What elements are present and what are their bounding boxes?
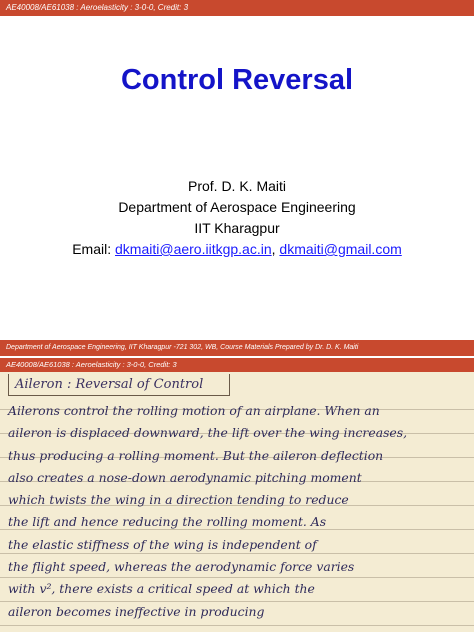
notes-line: with v², there exists a critical speed at which the [8, 581, 315, 597]
notes-line: the elastic stiffness of the wing is independent of [8, 536, 317, 552]
email-link-2[interactable]: dkmaiti@gmail.com [279, 241, 402, 257]
notes-line: aileron is displaced downward, the lift over the wing increases, [8, 425, 408, 441]
email-link-1[interactable]: dkmaiti@aero.iitkgp.ac.in [115, 241, 272, 257]
notes-line: the flight speed, whereas the aerodynamic force varies [8, 559, 355, 575]
notes-line: which twists the wing in a direction tending to reduce [8, 492, 349, 508]
course-banner-2: AE40008/AE61038 : Aeroelasticity : 3-0-0, Credit: 3 [0, 358, 474, 372]
notes-line: Ailerons control the rolling motion of an airplane. When an [8, 403, 380, 418]
notes-line: also creates a nose-down aerodynamic pitching moment [8, 469, 362, 485]
department-name: Department of Aerospace Engineering [118, 199, 356, 215]
notes-heading: Aileron : Reversal of Control [8, 374, 230, 396]
email-separator: , [271, 241, 280, 257]
institute-name: IIT Kharagpur [194, 220, 280, 236]
notes-line: thus producing a rolling moment. But the aileron deflection [8, 447, 384, 463]
notes-body [8, 400, 474, 623]
handwritten-notes [0, 372, 474, 632]
notes-line: the lift and hence reducing the rolling moment. As [8, 514, 327, 530]
author-block [0, 176, 474, 260]
course-banner: AE40008/AE61038 : Aeroelasticity : 3-0-0, Credit: 3 [0, 0, 474, 16]
author-name: Prof. D. K. Maiti [187, 178, 287, 194]
email-label: Email: [72, 241, 116, 257]
footer-banner: Department of Aerospace Engineering, IIT Kharagpur -721 302, WB, Course Materials Prepared by Dr. D. K. Maiti [0, 340, 474, 356]
notes-line: aileron becomes ineffective in producing [8, 603, 265, 619]
email-line [0, 239, 474, 260]
slide-title: Control Reversal [120, 64, 354, 96]
